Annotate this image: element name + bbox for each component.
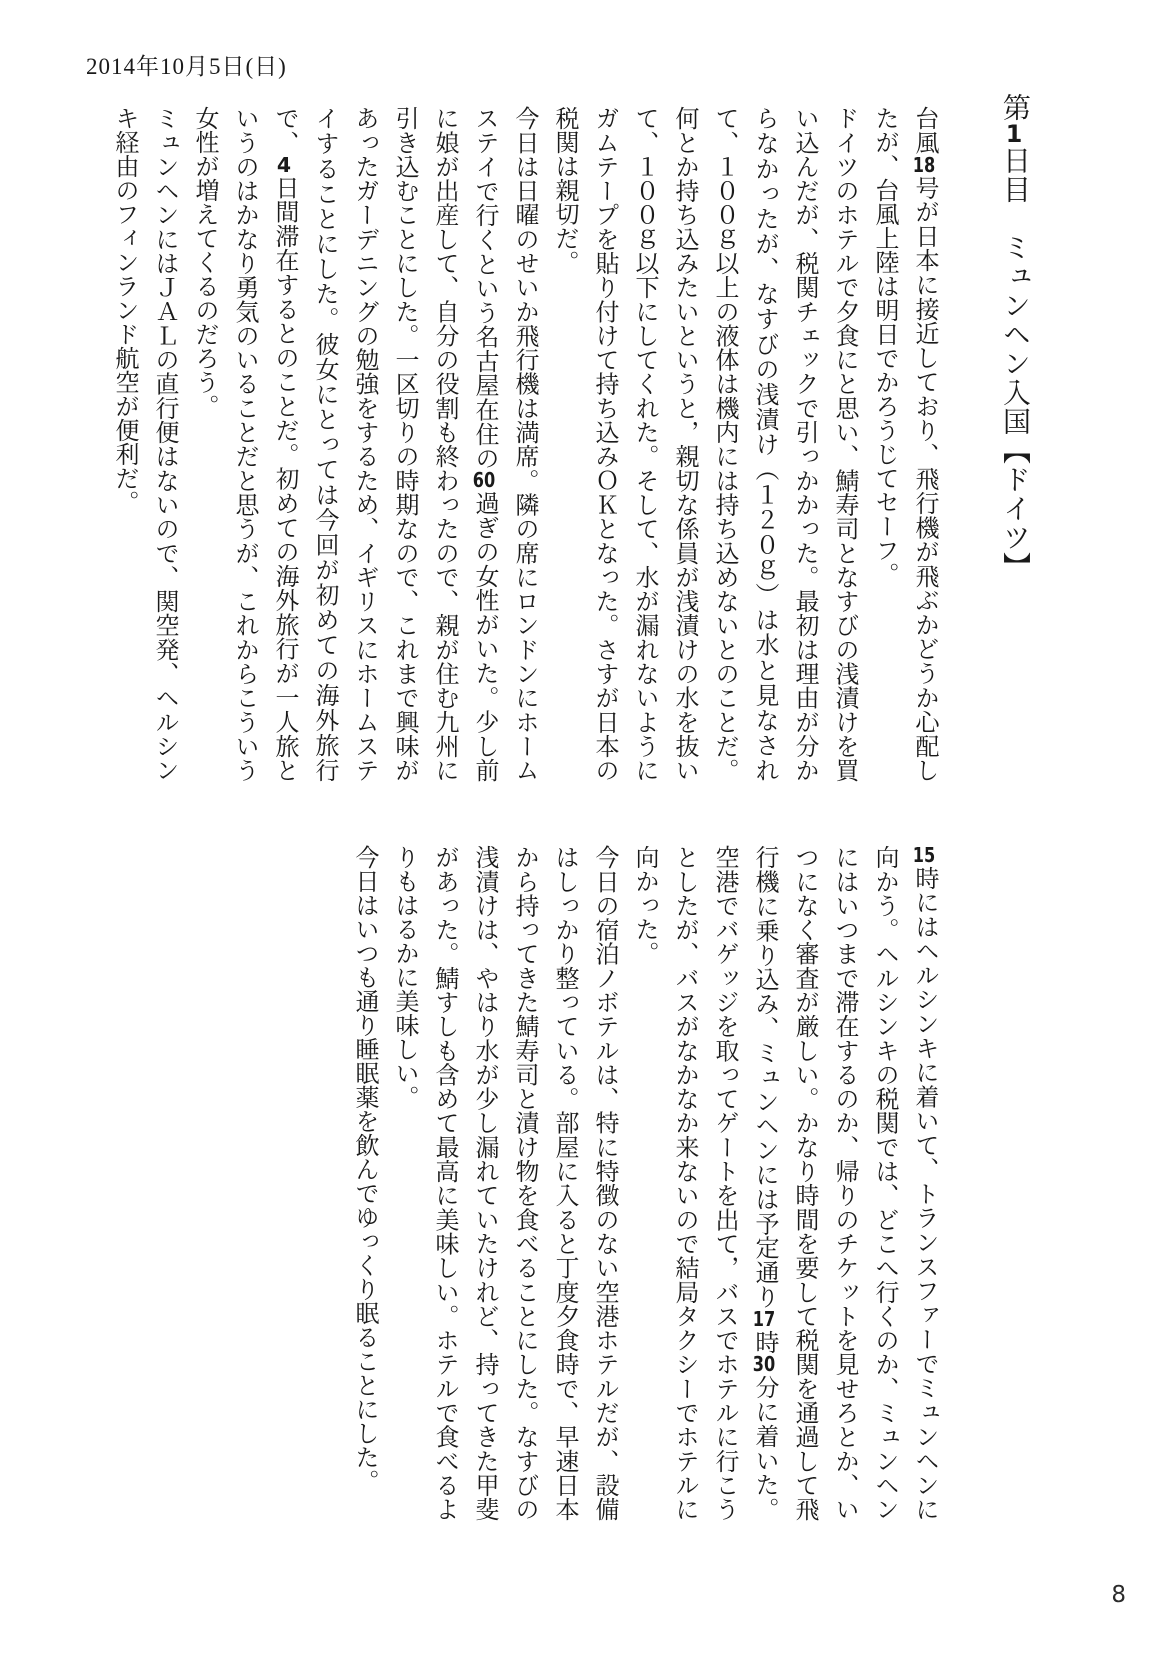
paragraph-helsinki-transfer: 15時にはヘルシンキに着いて、トランスファーでミュンヘンに向かう。ヘルシンキの税関では、どこへ行くのか、ミュンヘンにはいつまで滞在するのか、帰りのチケットを見せろとか、いつになく審査が厳しい。かなり時間を要して税関を通過して飛行機に乗り込み、ミュンヘンには予定通り17時30分に着いた。空港でバゲッジを取ってゲートを出て，バスでホテルに行こうとしたが、バスがなかなか来ないので結局タクシーでホテルに向かった。 (631, 845, 937, 1521)
paragraph-sleep: 今日はいつも通り睡眠薬を飲んでゆっくり眠ることにした。 (351, 845, 377, 1493)
paragraph-hotel-dinner: 今日の宿泊ノボテルは、特に特徴のない空港ホテルだが、設備はしっかり整っている。部屋に入ると丁度夕食時で、早速日本から持ってきた鯖寿司と漬け物を食べることにした。なすびの浅漬けは、やはり水が少し漏れていたけれど、持ってきた甲斐があった。鯖すしも含めて最高に美味しい。ホテルで食べるよりもはるかに美味しい。 (391, 845, 617, 1521)
paragraph-neighbor-woman: 今日は日曜のせいか飛行機は満席。隣の席にロンドンにホームステイで行くという名古屋在住の60過ぎの女性がいた。少し前に娘が出産して、自分の役割も終わったので、親が住む九州に引き込むことにした。一区切りの時期なので、これまで興味があったガーデニングの勉強をするため、イギリスにホームステイすることにした。彼女にとっては今回が初めての海外旅行で、4日間滞在するとのことだ。初めての海外旅行が一人旅というのはかなり勇気のいることだと思うが、これからこういう女性が増えてくるのだろう。 (191, 106, 537, 782)
paragraph-typhoon: 台風18号が日本に接近しており、飛行機が飛ぶかどうか心配したが、台風上陸は明日でかろうじてセーフ。 (871, 106, 937, 782)
paragraph-flight-route: ミュンヘンにはＪＡＬの直行便はないので、関空発、ヘルシンキ経由のフィンランド航空が便利だ。 (111, 106, 177, 782)
page-number: 8 (1111, 1582, 1126, 1608)
page-title: 第1日目 ミュンヘン入国【ドイツ】 (999, 93, 1030, 581)
lower-text-band (320, 845, 944, 1521)
paragraph-customs-pickles: ドイツのホテルで夕食にと思い、鯖寿司となすびの浅漬けを買い込んだが、税関チェックで引っかかった。最初は理由が分からなかったが、なすびの浅漬け（１２０ｇ）は水と見なされて、１００ｇ以上の液体は機内には持ち込めないとのことだ。何とか持ち込みたいというと，親切な係員が浅漬けの水を抜いて、１００ｇ以下にしてくれた。そして、水が漏れないようにガムテープを貼り付けて持ち込みＯＫとなった。さすが日本の税関は親切だ。 (551, 106, 857, 782)
upper-text-band (92, 106, 944, 782)
entry-date: 2014年10月5日(日) (86, 54, 287, 79)
